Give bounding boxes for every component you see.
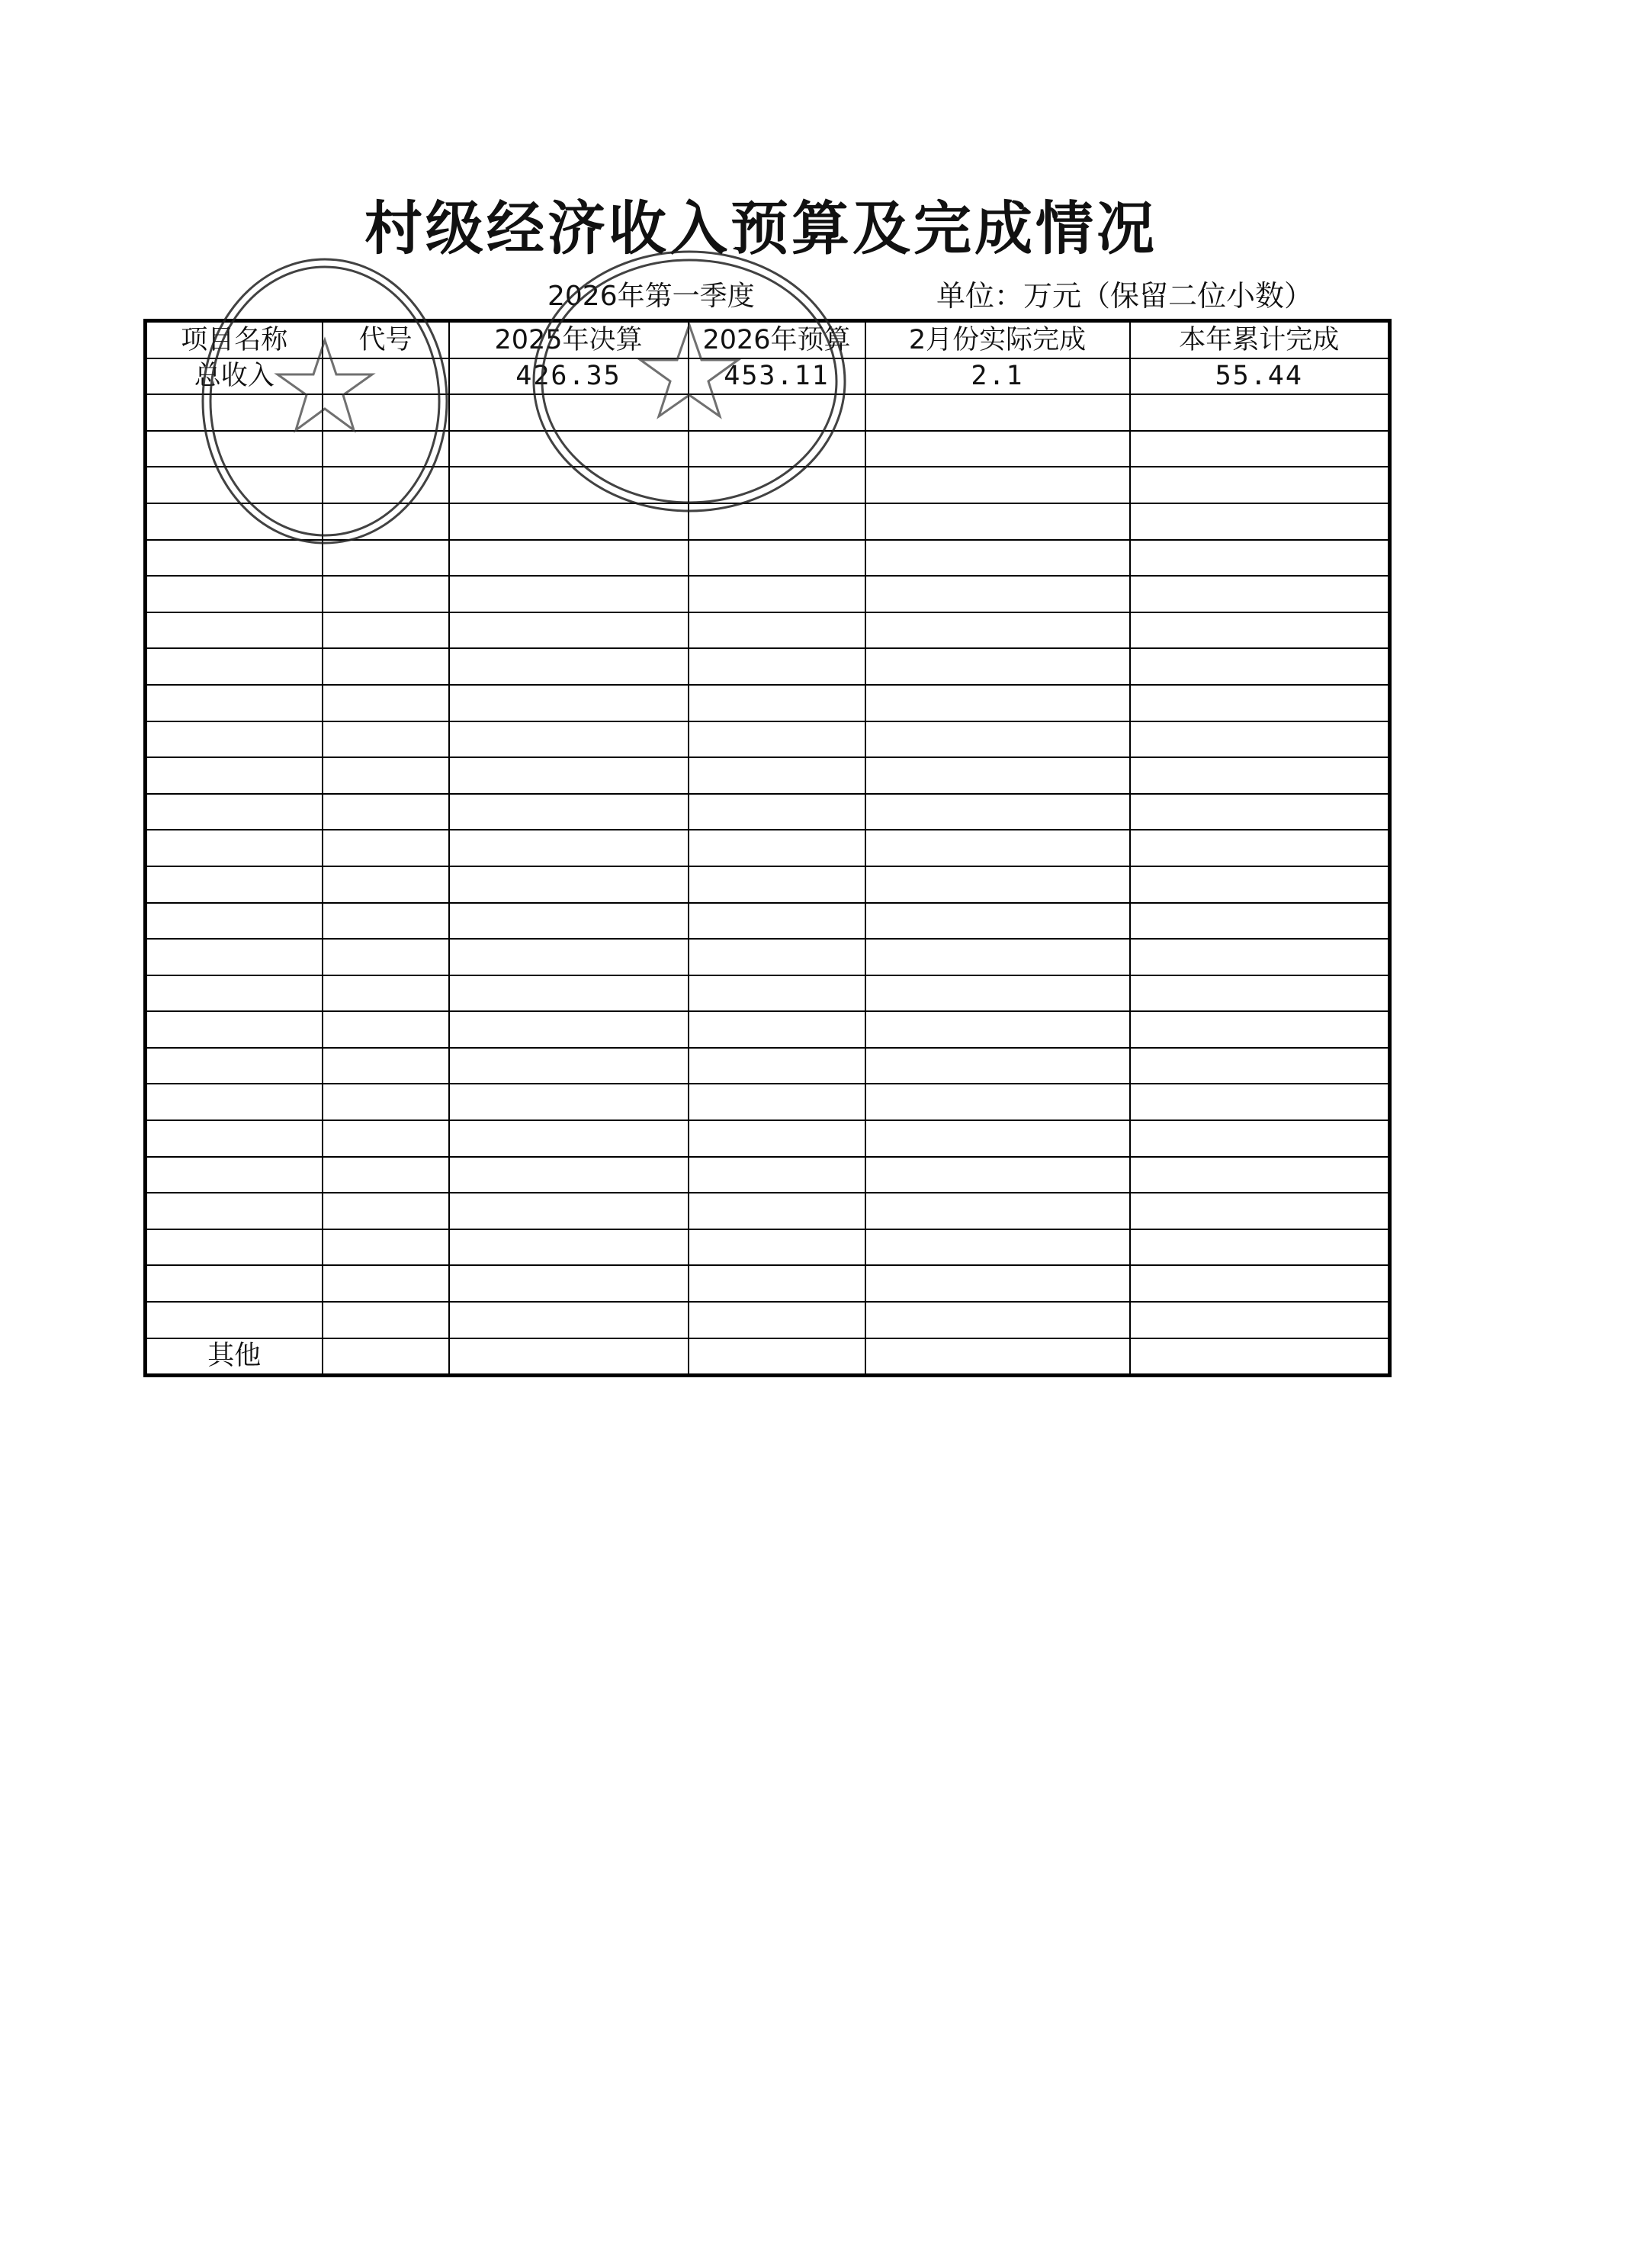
table-row [146,685,1390,721]
table-cell [865,685,1130,721]
table-body [146,358,1390,1376]
table-header-row [146,321,1390,358]
table-cell [323,794,449,830]
table-cell [146,757,323,794]
table-cell [449,394,689,431]
table-cell [689,1265,865,1302]
table-cell [689,830,865,866]
table-cell [323,903,449,940]
table-row [146,1265,1390,1302]
table-cell [865,721,1130,758]
table-cell [449,721,689,758]
table-cell [323,1157,449,1193]
table-row [146,1011,1390,1048]
table-cell: 55.44 [1130,358,1390,395]
table-cell [146,1193,323,1229]
table-cell [449,1011,689,1048]
table-cell [689,757,865,794]
table-cell [449,757,689,794]
table-cell [449,431,689,467]
table-cell [449,1338,689,1376]
table-cell [865,866,1130,903]
table-cell [865,1193,1130,1229]
table-cell [323,1048,449,1084]
table-row [146,1048,1390,1084]
table-row [146,1302,1390,1338]
table-cell [1130,1229,1390,1266]
table-cell [865,648,1130,685]
document-title: 村级经济收入预算及完成情况 [364,194,1157,262]
table-cell [323,540,449,577]
table-cell [146,467,323,503]
table-cell [1130,1048,1390,1084]
table-cell [689,503,865,540]
table-cell [323,1193,449,1229]
budget-table [143,319,1392,1377]
table-cell [1130,1011,1390,1048]
table-cell [689,1157,865,1193]
table-cell [323,648,449,685]
table-row [146,1157,1390,1193]
table-row [146,866,1390,903]
table-cell [449,685,689,721]
table-cell [865,431,1130,467]
table-row [146,503,1390,540]
table-cell [146,1229,323,1266]
table-cell [865,830,1130,866]
table-cell [449,540,689,577]
table-cell [146,576,323,612]
table-row [146,975,1390,1012]
table-cell [689,975,865,1012]
table-cell [1130,903,1390,940]
table-cell [1130,1338,1390,1376]
table-cell [146,503,323,540]
table-cell [449,1265,689,1302]
table-cell [146,431,323,467]
table-cell [449,939,689,975]
table-cell [449,503,689,540]
table-cell: 426.35 [449,358,689,395]
table-cell [1130,648,1390,685]
table-cell [323,1302,449,1338]
table-cell [689,576,865,612]
table-cell [1130,1157,1390,1193]
table-cell [449,1229,689,1266]
table-cell [1130,576,1390,612]
table-cell [323,431,449,467]
column-header: 2026年预算 [689,321,865,358]
table-cell [146,939,323,975]
table-cell [323,866,449,903]
table-cell [865,975,1130,1012]
table-cell [323,503,449,540]
table-cell [449,467,689,503]
table-row [146,721,1390,758]
table-cell [865,1229,1130,1266]
table-cell [1130,1193,1390,1229]
table-cell [1130,612,1390,649]
table-cell [865,1157,1130,1193]
table-cell [449,903,689,940]
table-cell [146,1011,323,1048]
table-cell [1130,721,1390,758]
table-cell [865,1011,1130,1048]
table-cell [146,830,323,866]
table-row [146,394,1390,431]
table-cell [689,794,865,830]
table-cell [146,1265,323,1302]
table-cell [146,685,323,721]
table-cell [449,1302,689,1338]
column-header: 2月份实际完成 [865,321,1130,358]
column-header: 本年累计完成 [1130,321,1390,358]
table-row [146,612,1390,649]
table-cell [689,1193,865,1229]
table-cell [323,576,449,612]
table-cell [323,1265,449,1302]
table-cell [449,612,689,649]
table-row [146,939,1390,975]
table-cell [1130,394,1390,431]
table-cell: 2.1 [865,358,1130,395]
table-cell [1130,431,1390,467]
table-cell [865,1302,1130,1338]
table-cell [146,394,323,431]
table-row [146,903,1390,940]
table-cell [146,721,323,758]
table-cell [146,1302,323,1338]
table-row [146,1193,1390,1229]
table-cell [146,540,323,577]
unit-note: 单位：万元（保留二位小数） [936,279,1314,313]
table-cell [865,394,1130,431]
table-cell [689,1229,865,1266]
table-row [146,431,1390,467]
table-cell [323,1338,449,1376]
report-period: 2026年第一季度 [547,281,755,312]
table-cell [146,866,323,903]
table-cell [689,1084,865,1120]
column-header: 代号 [323,321,449,358]
table-cell [865,503,1130,540]
table-cell [689,648,865,685]
table-cell [689,685,865,721]
table-cell [323,685,449,721]
table-cell [323,1084,449,1120]
table-cell: 总收入 [146,358,323,395]
table-cell [689,1302,865,1338]
table-row [146,1120,1390,1157]
table-cell [1130,467,1390,503]
column-header: 2025年决算 [449,321,689,358]
table-cell [146,612,323,649]
table-cell [1130,939,1390,975]
table-cell [449,794,689,830]
table-cell [449,1120,689,1157]
table-cell [323,1229,449,1266]
table-cell [689,1120,865,1157]
table-cell [1130,503,1390,540]
table-cell [865,576,1130,612]
table-cell [865,757,1130,794]
table-row [146,648,1390,685]
table-cell [1130,757,1390,794]
table-cell [865,939,1130,975]
table-cell [689,1048,865,1084]
table-cell [323,1120,449,1157]
table-row [146,576,1390,612]
table-cell [449,1193,689,1229]
table-cell [146,903,323,940]
table-cell [323,721,449,758]
table-cell [865,612,1130,649]
table-cell [146,1157,323,1193]
table-cell [865,540,1130,577]
table-cell [865,1048,1130,1084]
table-cell [449,830,689,866]
table-row [146,757,1390,794]
table-cell [689,467,865,503]
table-cell [323,757,449,794]
table-cell [689,1338,865,1376]
table-cell [323,1011,449,1048]
table-cell: 453.11 [689,358,865,395]
column-header: 项目名称 [146,321,323,358]
table-row [146,540,1390,577]
table-cell [449,975,689,1012]
table-cell [449,648,689,685]
table-cell [689,1011,865,1048]
table-cell [1130,685,1390,721]
table-cell [449,1157,689,1193]
table-row [146,1229,1390,1266]
table-cell [1130,1265,1390,1302]
table-cell [449,1084,689,1120]
table-cell [1130,1084,1390,1120]
table-cell [449,1048,689,1084]
table-cell [1130,830,1390,866]
table-cell [146,1048,323,1084]
table-cell [1130,1120,1390,1157]
table-row [146,794,1390,830]
table-cell [689,612,865,649]
table-cell [689,394,865,431]
table-cell [865,903,1130,940]
table-cell [1130,866,1390,903]
table-cell [323,975,449,1012]
table-cell [323,612,449,649]
table-cell [449,576,689,612]
table-cell [689,431,865,467]
table-cell [323,358,449,395]
table-cell [689,903,865,940]
table-cell [146,1084,323,1120]
table-cell [146,648,323,685]
table-cell [323,394,449,431]
table-cell [449,866,689,903]
table-cell [689,721,865,758]
table-cell: 其他 [146,1338,323,1376]
table-cell [865,1084,1130,1120]
table-cell [323,467,449,503]
table-cell [689,866,865,903]
table-cell [1130,1302,1390,1338]
table-cell [865,794,1130,830]
table-cell [1130,794,1390,830]
table-cell [1130,975,1390,1012]
table-cell [689,540,865,577]
table-cell [146,794,323,830]
table-row [146,1084,1390,1120]
table-cell [865,467,1130,503]
table-row [146,467,1390,503]
table-cell [323,830,449,866]
table-cell [146,975,323,1012]
table-cell [323,939,449,975]
table-cell [689,939,865,975]
table-cell [146,1120,323,1157]
table-cell [865,1338,1130,1376]
table-row [146,358,1390,395]
table-cell [865,1265,1130,1302]
table-row [146,1338,1390,1376]
table-cell [1130,540,1390,577]
table-cell [865,1120,1130,1157]
table-row [146,830,1390,866]
